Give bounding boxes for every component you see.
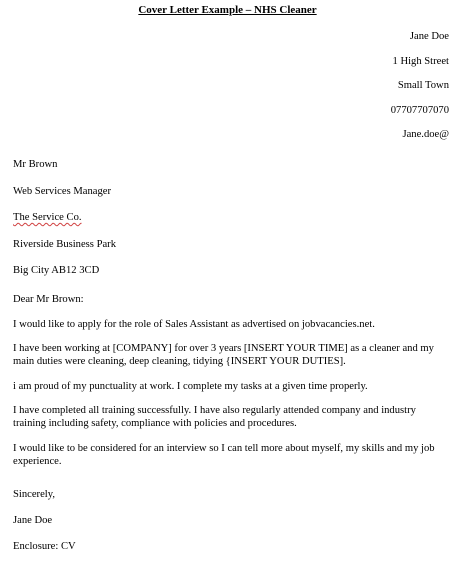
body-paragraph-5: I would like to be considered for an interview so I can tell more about myself, my skills and my job experience. — [13, 442, 435, 467]
enclosure: Enclosure: CV — [13, 541, 76, 552]
body-paragraph-2: I have been working at [COMPANY] for over 3 years [INSERT YOUR TIME] as a cleaner and my main duties were cleaning, deep cleaning, tidying {INSERT YOUR DUTIES]. — [13, 343, 434, 367]
recipient-address-block — [13, 158, 433, 291]
recipient-company-text: The Service Co. — [13, 212, 82, 223]
body-paragraph-4: I have completed all training successfully. I have also regularly attended company and industry training including safety, compliance with policies and procedures. — [13, 405, 416, 429]
recipient-address-line1: Riverside Business Park — [13, 238, 116, 250]
sender-email: Jane.doe@ — [402, 129, 449, 140]
sender-phone: 07707707070 — [390, 104, 449, 116]
body-paragraph-3: i am proud of my punctuality at work. I complete my tasks at a given time properly. — [13, 380, 368, 392]
sender-street: 1 High Street — [392, 55, 449, 67]
body-paragraph-1: I would like to apply for the role of Sales Assistant as advertised on jobvacancies.net. — [13, 318, 375, 330]
sender-address-block — [249, 30, 449, 153]
recipient-address-line2: Big City AB12 3CD — [13, 265, 100, 276]
sender-name: Jane Doe — [409, 31, 449, 42]
recipient-position: Web Services Manager — [13, 185, 111, 197]
signature-block — [13, 488, 313, 566]
recipient-name: Mr Brown — [13, 159, 58, 170]
letter-body — [13, 293, 445, 479]
recipient-company — [13, 211, 433, 224]
sender-town: Small Town — [397, 80, 449, 91]
closing: Sincerely, — [13, 489, 55, 500]
salutation: Dear Mr Brown: — [13, 294, 84, 305]
signature-name: Jane Doe — [13, 515, 53, 526]
document-title: Cover Letter Example – NHS Cleaner — [138, 4, 317, 16]
